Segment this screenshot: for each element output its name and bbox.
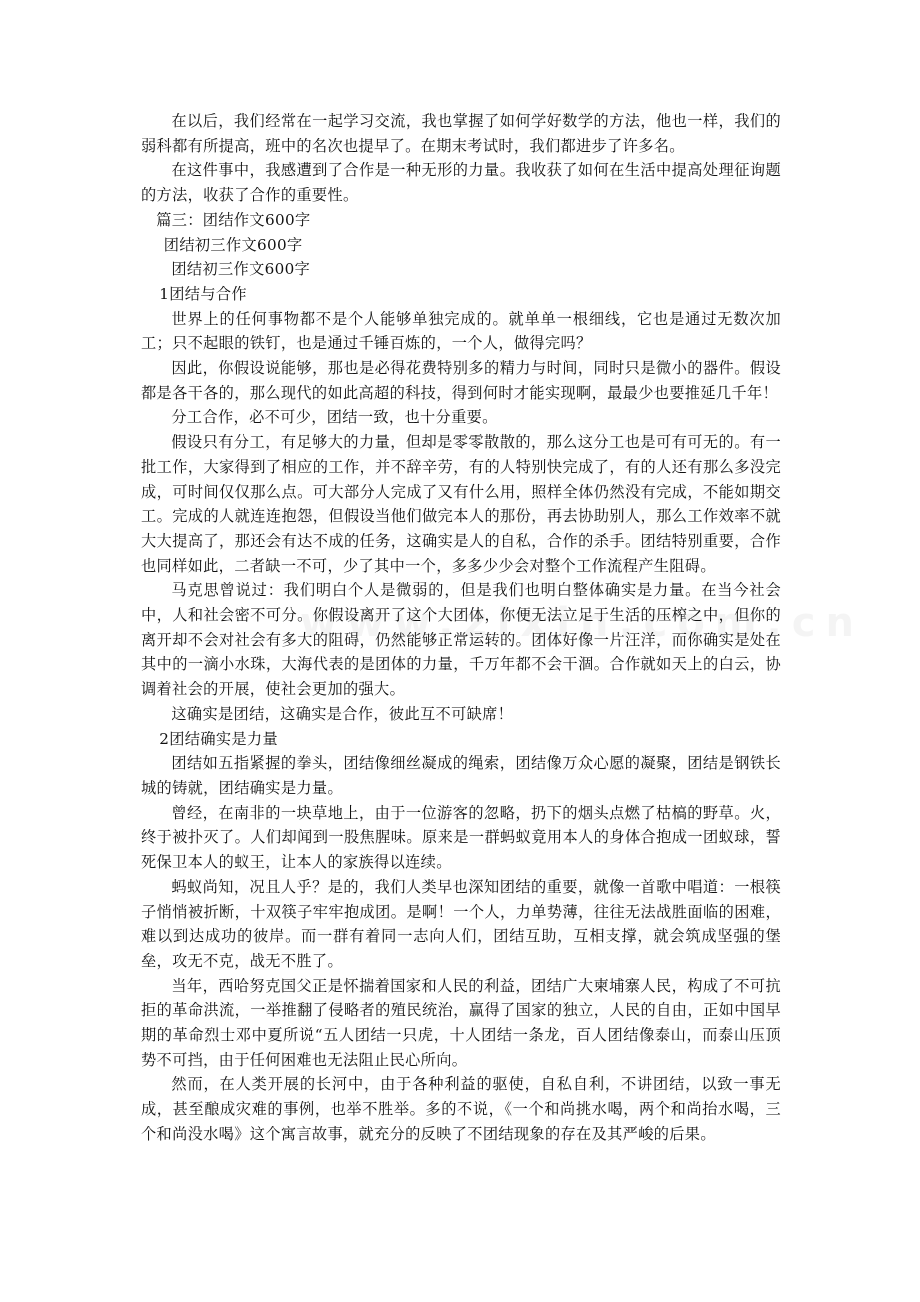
- paragraph: 曾经，在南非的一块草地上，由于一位游客的忽略，扔下的烟头点燃了枯槁的野草。火，终于被扑灭了。人们却闻到一股焦腥味。原来是一群蚂蚁竟用本人的身体合抱成一团蚁球，誓死保卫本人的蚁王，让本人的家族得以连续。: [141, 803, 781, 872]
- sub-heading: 团结初三作文600字: [171, 260, 311, 279]
- paragraph: 分工合作，必不可少，团结一致，也十分重要。: [171, 408, 498, 427]
- paragraph: 当年，西哈努克国父正是怀揣着国家和人民的利益，团结广大柬埔寨人民，构成了不可抗拒的革命洪流，一举推翻了侵略者的殖民统治，赢得了国家的独立，人民的自由，正如中国早期的革命烈士邓中夏所说“五人团结一只虎，十人团结一条龙，百人团结像泰山，而泰山压顶势不可挡，由于任何困难也无法阻止民心所向。: [141, 976, 781, 1069]
- paragraph: 在以后，我们经常在一起学习交流，我也掌握了如何学好数学的方法，他也一样，我们的弱科都有所提高，班中的名次也提早了。在期末考试时，我们都进步了许多名。: [141, 112, 781, 155]
- paragraph: 马克思曾说过：我们明白个人是微弱的，但是我们也明白整体确实是力量。在当今社会中，人和社会密不可分。你假设离开了这个大团体，你便无法立足于生活的压榨之中，但你的离开却不会对社会有多大的阻碍，仍然能够正常运转的。团体好像一片汪洋，而你确实是处在其中的一滴小水珠，大海代表的是团体的力量，千万年都不会干涸。合作就如天上的白云，协调着社会的开展，使社会更加的强大。: [141, 581, 781, 699]
- section-title: 1团结与合作: [159, 284, 247, 303]
- paragraph: 然而，在人类开展的长河中，由于各种利益的驱使，自私自利，不讲团结，以致一事无成，甚至酿成灾难的事例，也举不胜举。多的不说，《一个和尚挑水喝，两个和尚抬水喝，三个和尚没水喝》这个寓言故事，就充分的反映了不团结现象的存在及其严峻的后果。: [141, 1075, 781, 1143]
- paragraph: 世界上的任何事物都不是个人能够单独完成的。就单单一根细线，它也是通过无数次加工；只不起眼的铁钉，也是通过千锤百炼的，一个人，做得完吗？: [141, 309, 781, 353]
- paragraph: 因此，你假设说能够，那也是必得花费特别多的精力与时间，同时只是微小的器件。假设都是各干各的，那么现代的如此高超的科技，得到何时才能实现啊，最最少也要推延几千年！: [141, 359, 781, 402]
- paragraph: 这确实是团结，这确实是合作，彼此互不可缺席！: [171, 704, 514, 723]
- paragraph: 蚂蚁尚知，况且人乎？是的，我们人类早也深知团结的重要，就像一首歌中唱道：一根筷子悄悄被折断，十双筷子牢牢抱成团。是啊！一个人，力单势薄，往往无法战胜面临的困难，难以到达成功的彼岸。而一群有着同一志向人们，团结互助，互相支撑，就会筑成坚强的堡垒，攻无不克，战无不胜了。: [141, 877, 781, 970]
- sub-heading: 团结初三作文600字: [163, 235, 303, 254]
- document-body: [141, 109, 781, 1147]
- paragraph: 团结如五指紧握的拳头，团结像细丝凝成的绳索，团结像万众心愿的凝聚，团结是钢铁长城的铸就，团结确实是力量。: [141, 754, 781, 797]
- paragraph: 假设只有分工，有足够大的力量，但却是零零散散的，那么这分工也是可有可无的。有一批工作，大家得到了相应的工作，并不辞辛劳，有的人特别快完成了，有的人还有那么多没完成，可时间仅仅那么点。可大部分人完成了又有什么用，照样全体仍然没有完成，不能如期交工。完成的人就连连抱怨，但假设当他们做完本人的那份，再去协助别人，那么工作效率不就大大提高了，那还会有达不成的任务，这确实是人的自私，合作的杀手。团结特别重要，合作也同样如此，二者缺一不可，少了其中一个，多多少少会对整个工作流程产生阻碍。: [141, 433, 781, 575]
- paragraph: 在这件事中，我感遭到了合作是一种无形的力量。我收获了如何在生活中提高处理征询题的方法，收获了合作的重要性。: [141, 161, 781, 205]
- chapter-heading: 篇三：团结作文600字: [156, 210, 311, 229]
- section-title: 2团结确实是力量: [159, 729, 279, 748]
